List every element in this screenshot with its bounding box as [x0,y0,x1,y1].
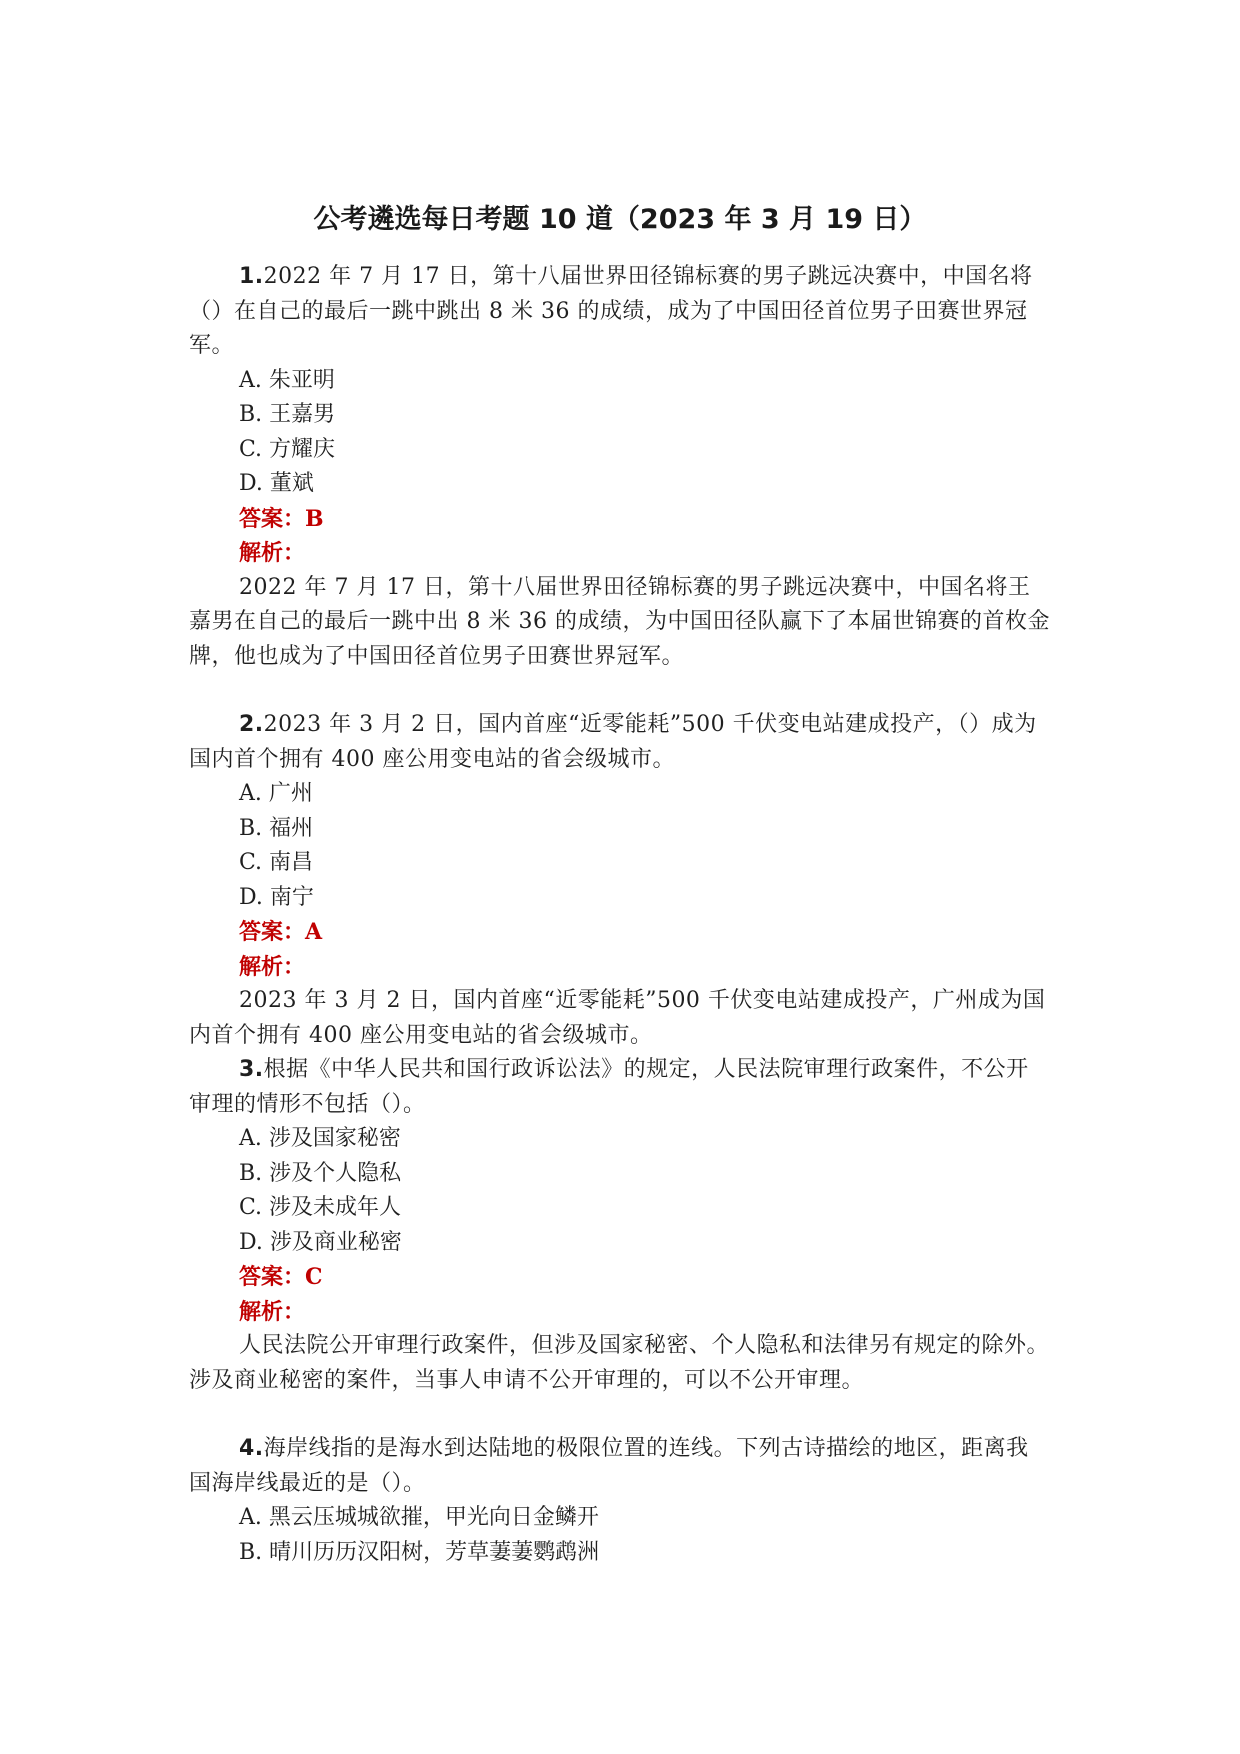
question-2 [189,708,1051,1053]
option-a: A. 黑云压城城欲摧，甲光向日金鳞开 [239,1505,599,1530]
option-c: C. 南昌 [239,850,314,875]
question-4 [189,1432,1051,1570]
question-3 [189,1053,1051,1398]
analysis-label: 解析： [239,1298,306,1325]
option-d: D. 董斌 [239,471,314,496]
spacer [189,1398,1051,1432]
question-text: 根据《中华人民共和国行政诉讼法》的规定，人民法院审理行政案件，不公开审理的情形不包括（）。 [189,1057,1029,1117]
question-stem [189,1053,1051,1122]
option-a: A. 广州 [239,781,313,806]
option-a: A. 涉及国家秘密 [239,1126,401,1151]
question-number: 2. [239,712,264,737]
question-stem [189,260,1051,364]
analysis-label: 解析： [239,540,306,566]
option-d: D. 南宁 [239,884,314,910]
option-c: C. 涉及未成年人 [239,1195,402,1220]
answer-label: 答案：A [239,919,323,945]
analysis-text: 2022 年 7 月 17 日，第十八届世界田径锦标赛的男子跳远决赛中，中国名将王嘉男在自己的最后一跳中出 8 米 36 的成绩，为中国田径队赢下了本届世锦赛的首枚金牌，他也成为了中国田径首位男子田赛世界冠军。 [189,574,1050,669]
spacer [189,674,1051,708]
question-stem [189,1432,1051,1501]
analysis-label: 解析： [239,953,306,980]
question-number: 3. [239,1057,264,1082]
analysis-text: 2023 年 3 月 2 日，国内首座“近零能耗”500 千伏变电站建成投产，广州成为国内首个拥有 400 座公用变电站的省会级城市。 [189,988,1046,1048]
question-number: 4. [239,1436,264,1461]
question-1 [189,260,1051,674]
question-stem [189,708,1051,777]
question-text: 2022 年 7 月 17 日，第十八届世界田径锦标赛的男子跳远决赛中，中国名将（）在自己的最后一跳中跳出 8 米 36 的成绩，成为了中国田径首位男子田赛世界冠军。 [189,264,1033,358]
option-d: D. 涉及商业秘密 [239,1229,402,1255]
option-b: B. 晴川历历汉阳树，芳草萋萋鹦鹉洲 [239,1539,600,1565]
question-number: 1. [239,264,264,289]
answer-label: 答案：C [239,1264,323,1290]
option-b: B. 王嘉男 [239,402,336,427]
answer-label: 答案：B [239,505,324,532]
question-text: 海岸线指的是海水到达陆地的极限位置的连线。下列古诗描绘的地区，距离我国海岸线最近的是（）。 [189,1436,1029,1496]
option-c: C. 方耀庆 [239,436,336,462]
analysis-text: 人民法院公开审理行政案件，但涉及国家秘密、个人隐私和法律另有规定的除外。涉及商业秘密的案件，当事人申请不公开审理的，可以不公开审理。 [189,1333,1050,1393]
option-a: A. 朱亚明 [239,367,335,393]
document-page [189,200,1051,1570]
question-text: 2023 年 3 月 2 日，国内首座“近零能耗”500 千伏变电站建成投产，（）成为国内首个拥有 400 座公用变电站的省会级城市。 [189,712,1037,772]
option-b: B. 涉及个人隐私 [239,1160,402,1186]
document-title: 公考遴选每日考题 10 道（2023 年 3 月 19 日） [313,204,927,235]
option-b: B. 福州 [239,815,314,841]
